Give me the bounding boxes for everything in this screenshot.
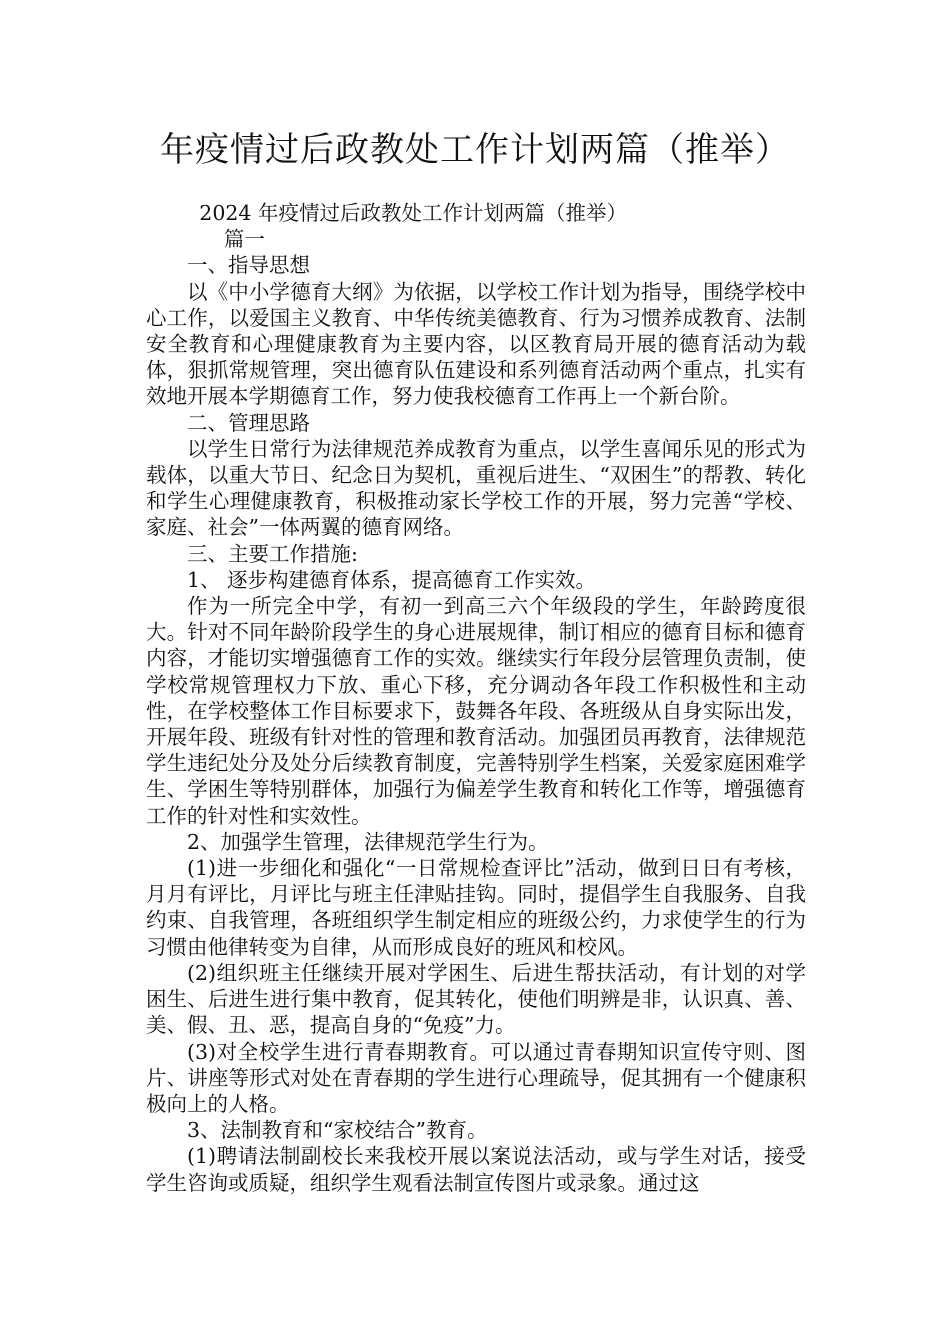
paragraph: (2)组织班主任继续开展对学困生、后进生帮扶活动，有计划的对学困生、后进生进行集中教育，促其转化，使他们明辨是非，认识真、善、美、假、丑、恶，提高自身的“免疫”力。	[146, 960, 806, 1038]
paragraph: (3)对全校学生进行青春期教育。可以通过青春期知识宣传守则、图片、讲座等形式对处在青春期的学生进行心理疏导，促其拥有一个健康积极向上的人格。	[146, 1039, 806, 1116]
section-heading-management-ideas: 二、管理思路	[187, 410, 310, 435]
paragraph: (1)聘请法制副校长来我校开展以案说法活动，或与学生对话，接受学生咨询或质疑，组织学生观看法制宣传图片或录象。通过这	[146, 1144, 806, 1195]
document-subtitle: 2024 年疫情过后政教处工作计划两篇（推举）	[199, 201, 627, 225]
document-title: 年疫情过后政教处工作计划两篇（推举）	[160, 130, 790, 170]
paragraph: (1)进一步细化和强化“一日常规检查评比”活动，做到日日有考核，月月有评比，月评比与班主任津贴挂钩。同时，提倡学生自我服务、自我约束、自我管理，各班组织学生制定相应的班级公约，力求使学生的行为习惯由他律转变为自律，从而形成良好的班风和校风。	[146, 856, 806, 959]
document-body	[146, 200, 806, 1196]
part-label: 篇一	[223, 227, 265, 252]
subheading: 1、 逐步构建德育体系，提高德育工作实效。	[187, 567, 597, 592]
paragraph: 以《中小学德育大纲》为依据，以学校工作计划为指导，围绕学校中心工作，以爱国主义教育、中华传统美德教育、行为习惯养成教育、法制安全教育和心理健康教育为主要内容，以区教育局开展的德育活动为载体，狠抓常规管理，突出德育队伍建设和系列德育活动两个重点，扎实有效地开展本学期德育工作，努力使我校德育工作再上一个新台阶。	[146, 279, 806, 409]
section-heading-main-measures: 三、主要工作措施:	[187, 541, 358, 566]
paragraph: 作为一所完全中学，有初一到高三六个年级段的学生，年龄跨度很大。针对不同年龄阶段学生的身心进展规律，制订相应的德育目标和德育内容，才能切实增强德育工作的实效。继续实行年段分层管理负责制，使学校常规管理权力下放、重心下移，充分调动各年段工作积极性和主动性，在学校整体工作目标要求下，鼓舞各年段、各班级从自身实际出发，开展年段、班级有针对性的管理和教育活动。加强团员再教育，法律规范学生违纪处分及处分后续教育制度，完善特别学生档案，关爱家庭困难学生、学困生等特别群体，加强行为偏差学生教育和转化工作等，增强德育工作的针对性和实效性。	[146, 594, 806, 828]
paragraph: 以学生日常行为法律规范养成教育为重点，以学生喜闻乐见的形式为载体，以重大节日、纪念日为契机，重视后进生、“双困生”的帮教、转化和学生心理健康教育，积极推动家长学校工作的开展，努力完善“学校、家庭、社会”一体两翼的德育网络。	[146, 436, 806, 540]
subheading: 3、法制教育和“家校结合”教育。	[187, 1118, 488, 1143]
subheading: 2、加强学生管理，法律规范学生行为。	[187, 829, 549, 854]
section-heading-guiding-ideology: 一、指导思想	[187, 253, 310, 278]
